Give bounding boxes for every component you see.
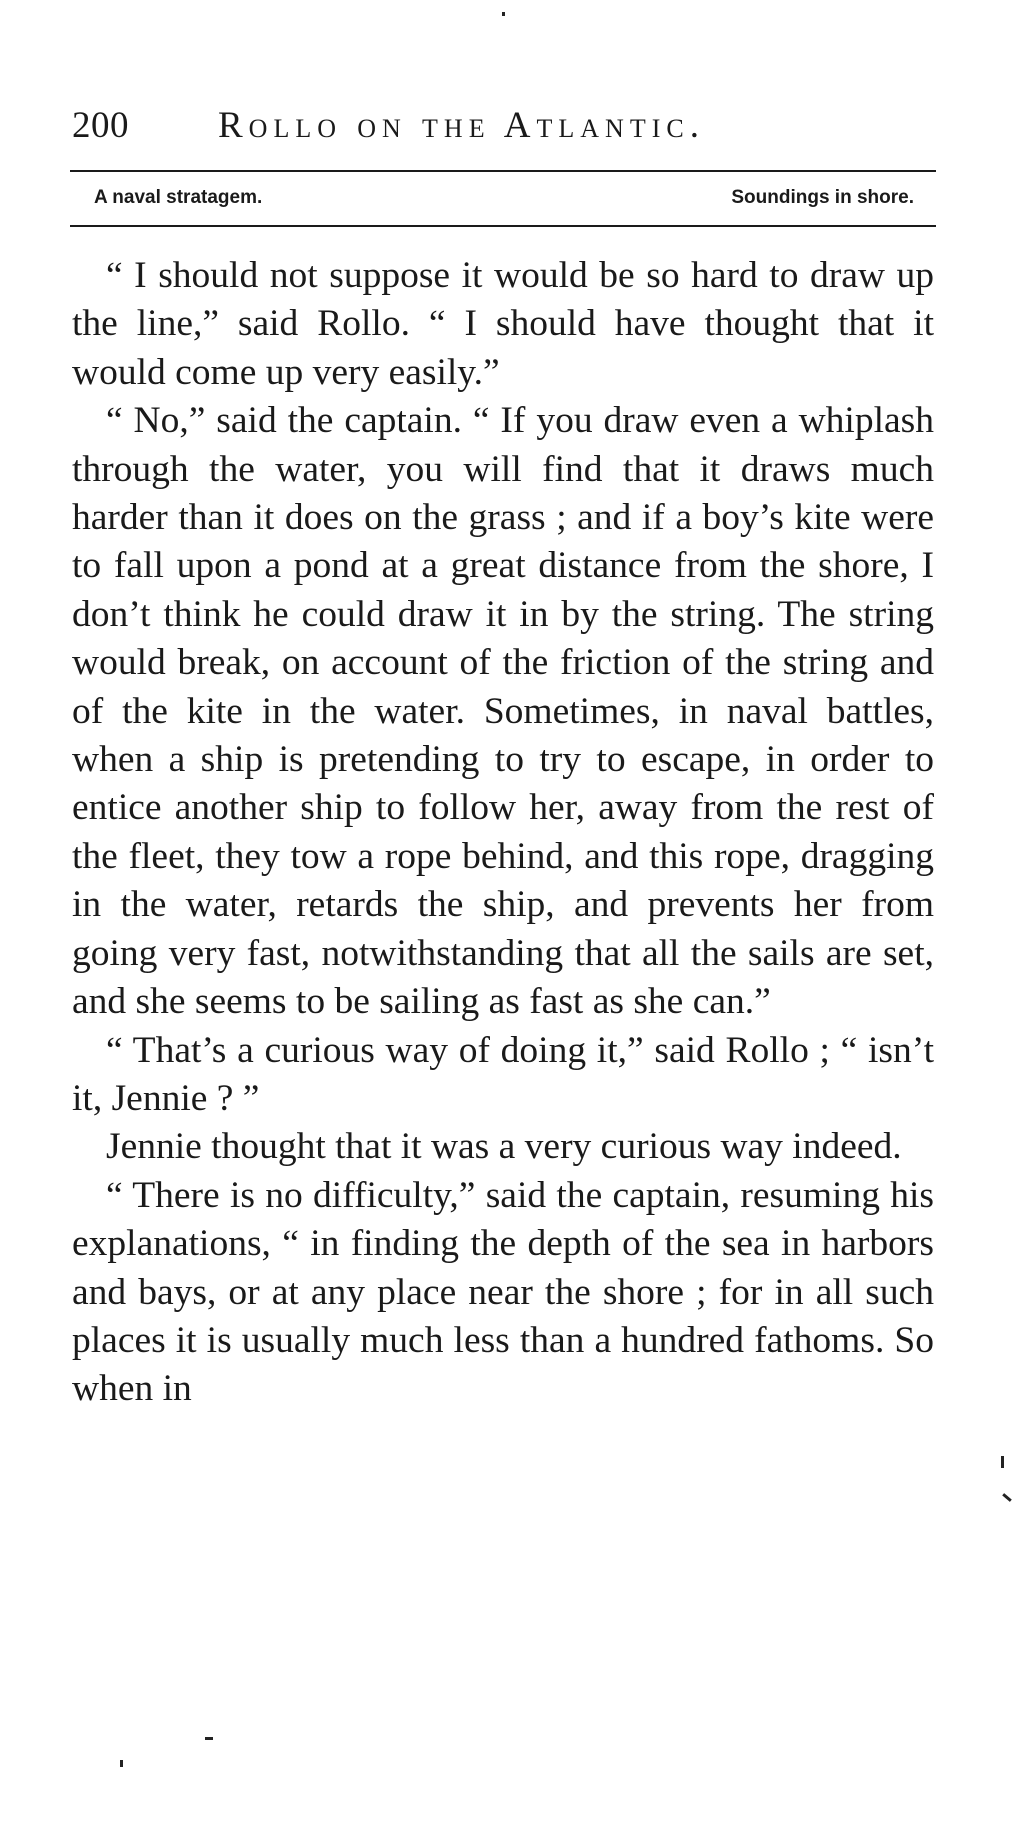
body-text xyxy=(72,252,934,1414)
top-rule xyxy=(70,170,936,172)
ink-speck xyxy=(1001,1456,1004,1468)
subhead-right: Soundings in shore. xyxy=(731,187,914,208)
ink-speck xyxy=(120,1760,123,1767)
paragraph: “ That’s a curious way of doing it,” said Rollo ; “ isn’t it, Jennie ? ” xyxy=(72,1029,934,1119)
subhead-left: A naval stratagem. xyxy=(94,187,263,208)
ink-speck xyxy=(502,12,505,16)
ink-speck xyxy=(1002,1493,1012,1502)
paragraph: “ I should not suppose it would be so hard to draw up the line,” said Rollo. “ I should have thought that it would come up very easily.” xyxy=(72,255,934,393)
running-head xyxy=(72,104,932,154)
section-subhead xyxy=(94,183,914,217)
paragraph: “ No,” said the captain. “ If you draw even a whiplash through the water, you will find that it draws much harder than it does on the grass ; and if a boy’s kite were to fall upon a pond at a great distance from the shore, I don’t think he could draw it in by the string. The string would break, on account of the friction of the string and of the kite in the water. Sometimes, in naval battles, when a ship is pretending to try to escape, in order to entice another ship to follow her, away from the rest of the fleet, they tow a rope behind, and this rope, dragging in the water, retards the ship, and prevents her from going very fast, notwithstanding that all the sails are set, and she seems to be sailing as fast as she can.” xyxy=(72,400,934,1023)
paragraph: Jennie thought that it was a very curious way indeed. xyxy=(106,1126,902,1168)
page-number: 200 xyxy=(72,105,129,146)
ink-speck xyxy=(205,1737,213,1740)
bottom-rule xyxy=(70,225,936,227)
book-title: Rollo on the Atlantic. xyxy=(218,105,705,146)
paragraph: “ There is no difficulty,” said the captain, resuming his explanations, “ in finding the depth of the sea in harbors and bays, or at any place near the shore ; for in all such places it is usually much less than a hundred fathoms. So when in xyxy=(72,1174,934,1410)
